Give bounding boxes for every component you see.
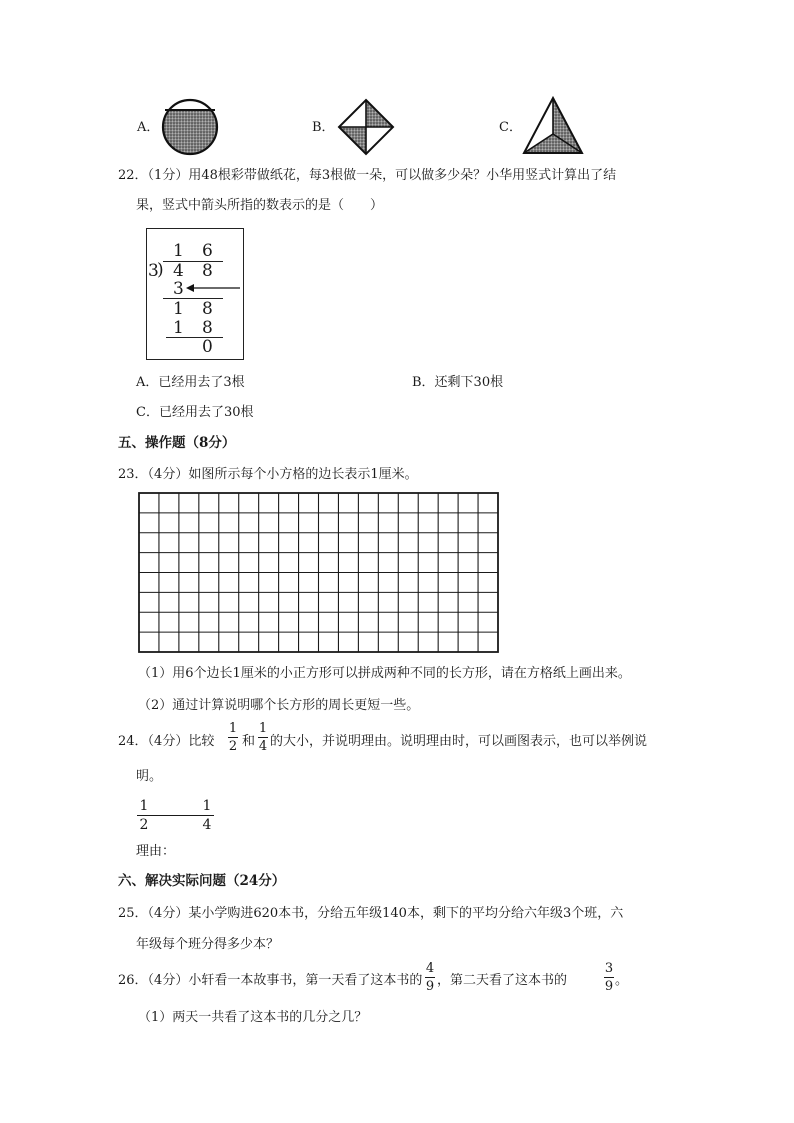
long-division-box <box>146 228 244 360</box>
quotient-digit-2: 6 <box>202 241 213 261</box>
q25-line2: 年级每个班分得多少本？ <box>136 937 280 952</box>
option-a-figure <box>161 98 219 156</box>
q24-f2-den: 4 <box>258 739 268 754</box>
option-c-figure <box>522 96 584 156</box>
q23-stem: 23．（4分）如图所示每个小方格的边长表示1厘米。 <box>118 467 418 482</box>
arrow-pointer <box>184 282 242 294</box>
step3-digit-2: 8 <box>202 318 213 338</box>
q26-mid: ，第二天看了这本书的 <box>437 973 568 988</box>
q24-ans-f1-num: 1 <box>139 798 149 814</box>
divisor: 3 <box>148 261 159 281</box>
q24-f1-den: 2 <box>228 739 238 754</box>
q24-line2: 明。 <box>136 769 163 784</box>
q24-reason-label: 理由： <box>136 844 176 859</box>
step-line-1 <box>163 298 223 299</box>
q26-f2-den: 9 <box>604 979 614 994</box>
q24-answer-fraction-1 <box>137 799 151 832</box>
q22-option-a: A．已经用去了3根 <box>136 375 245 390</box>
q23-sub1: （1）用6个边长1厘米的小正方形可以拼成两种不同的长方形，请在方格纸上画出来。 <box>138 666 631 681</box>
q26-f2-num: 3 <box>604 961 614 976</box>
step-line-2 <box>166 337 223 338</box>
q24-answer-blank-line <box>151 815 201 816</box>
q24-ans-f1-den: 2 <box>139 817 149 833</box>
q26-end: 。 <box>615 973 629 988</box>
q24-inline-fraction-1 <box>228 722 238 753</box>
q26-sub1: （1）两天一共看了这本书的几分之几？ <box>138 1010 368 1025</box>
dividend-digit-2: 8 <box>202 261 213 281</box>
q24-suffix: 的大小，并说明理由。说明理由时，可以画图表示，也可以举例说 <box>270 734 648 749</box>
q24-inline-fraction-2 <box>258 722 268 753</box>
dividend-digit-1: 4 <box>173 261 184 281</box>
q22-option-c: C．已经用去了30根 <box>136 405 254 420</box>
step1-digit: 3 <box>173 279 184 299</box>
section-5-title: 五、操作题（8分） <box>118 435 236 451</box>
q25-line1: 25．（4分）某小学购进620本书，分给五年级140本，剩下的平均分给六年级3个班，六 <box>118 906 624 921</box>
q24-f2-num: 1 <box>258 721 268 736</box>
option-c-label: C． <box>499 120 522 135</box>
q24-and: 和 <box>242 734 256 749</box>
remainder-digit: 0 <box>202 337 213 357</box>
q26-fraction-1 <box>425 962 435 993</box>
q24-ans-f2-num: 1 <box>202 798 212 814</box>
q24-f1-num: 1 <box>228 721 238 736</box>
q26-prefix: 26．（4分）小轩看一本故事书，第一天看了这本书的 <box>118 973 423 988</box>
step2-digit-2: 8 <box>202 299 213 319</box>
option-b-figure <box>337 98 395 156</box>
q24-answer-fraction-2 <box>200 799 214 832</box>
q24-ans-f2-den: 4 <box>202 817 212 833</box>
step3-digit-1: 1 <box>173 318 184 338</box>
q22-line1: 22．（1分）用48根彩带做纸花，每3根做一朵，可以做多少朵？小华用竖式计算出了结 <box>118 168 617 183</box>
q23-sub2: （2）通过计算说明哪个长方形的周长更短一些。 <box>138 698 420 713</box>
q22-option-b: B．还剩下30根 <box>412 375 504 390</box>
division-bracket: ) <box>157 260 164 280</box>
q26-f1-den: 9 <box>425 979 435 994</box>
section-6-title: 六、解决实际问题（24分） <box>118 873 286 889</box>
square-grid <box>138 492 500 654</box>
step2-digit-1: 1 <box>173 299 184 319</box>
q26-fraction-2 <box>604 962 614 993</box>
q22-line2: 果，竖式中箭头所指的数表示的是（ ） <box>136 198 384 213</box>
option-b-label: B． <box>312 120 335 135</box>
q24-prefix: 24．（4分）比较 <box>118 734 215 749</box>
option-a-label: A． <box>137 120 160 135</box>
quotient-digit-1: 1 <box>173 241 184 261</box>
division-bar <box>163 261 223 262</box>
q26-f1-num: 4 <box>425 961 435 976</box>
